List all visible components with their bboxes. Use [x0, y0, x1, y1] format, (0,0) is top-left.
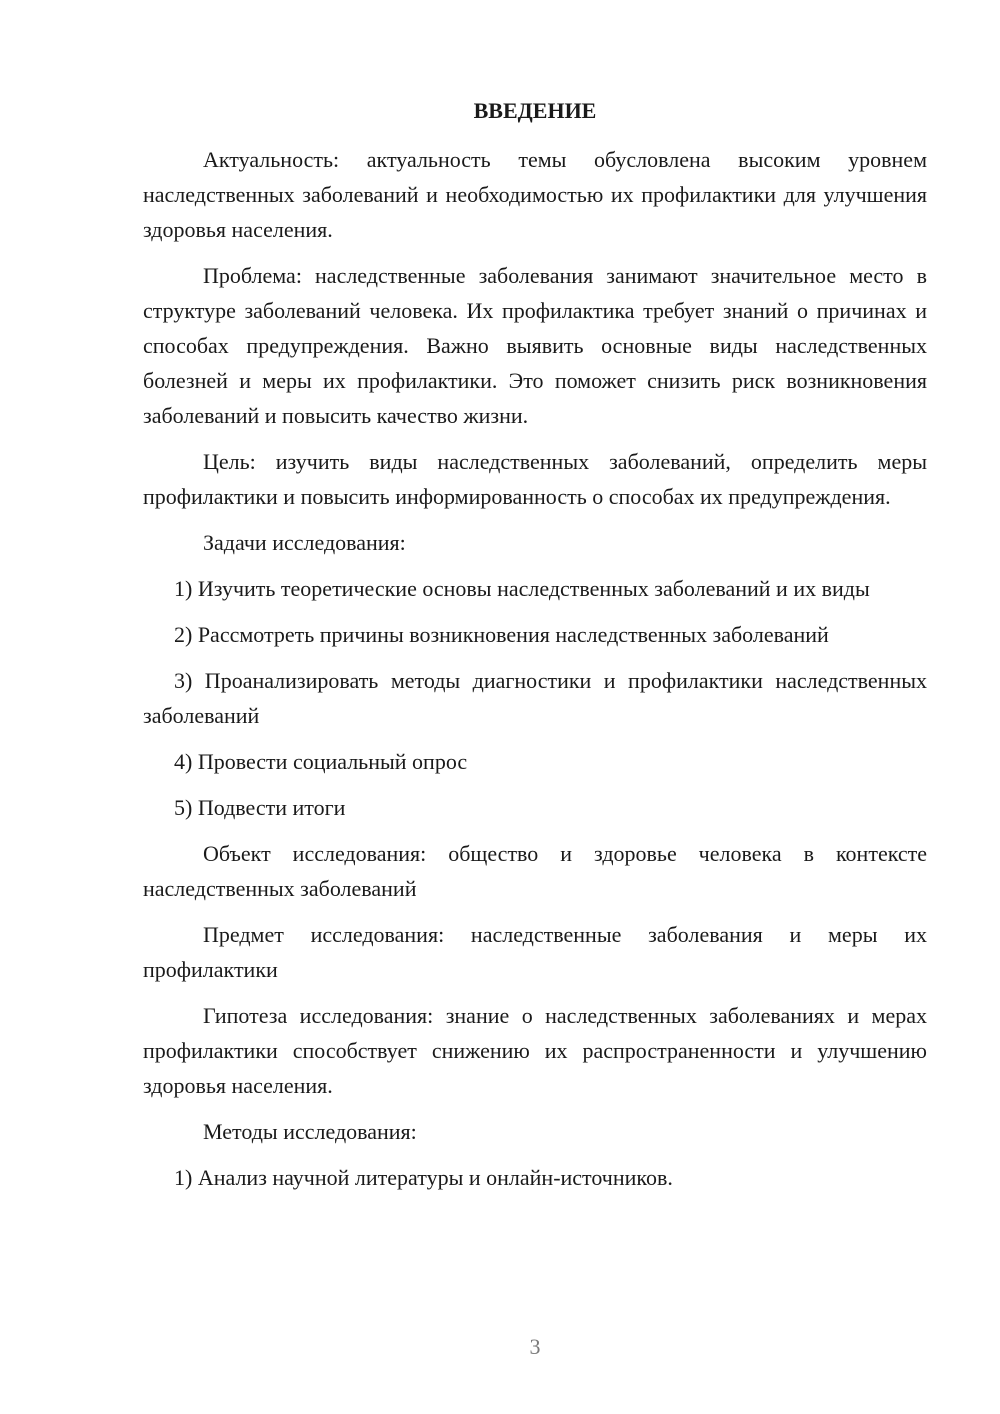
document-body — [143, 96, 927, 1206]
relevance-paragraph: Актуальность: актуальность темы обусловлена высоким уровнем наследственных заболеваний и необходимостью их профилактики для улучшения здоровья населения. — [143, 147, 927, 242]
subject-paragraph: Предмет исследования: наследственные заболевания и меры их профилактики — [143, 922, 927, 982]
hypothesis-paragraph: Гипотеза исследования: знание о наследственных заболеваниях и мерах профилактики способствует снижению их распространенности и улучшению здоровья населения. — [143, 1003, 927, 1098]
section-title: ВВЕДЕНИЕ — [473, 98, 597, 123]
problem-paragraph: Проблема: наследственные заболевания занимают значительное место в структуре заболеваний человека. Их профилактика требует знаний о причинах и способах предупреждения. Важно выявить основные виды наследственных болезней и меры их профилактики. Это поможет снизить риск возникновения заболеваний и повысить качество жизни. — [143, 263, 927, 428]
task-item-3: 3) Проанализировать методы диагностики и профилактики наследственных заболеваний — [143, 668, 927, 728]
task-item-1: 1) Изучить теоретические основы наследственных заболеваний и их виды — [174, 576, 870, 601]
task-item-2: 2) Рассмотреть причины возникновения наследственных заболеваний — [174, 622, 829, 647]
method-item-1: 1) Анализ научной литературы и онлайн-источников. — [174, 1165, 673, 1190]
page-number: 3 — [529, 1334, 541, 1359]
object-paragraph: Объект исследования: общество и здоровье человека в контексте наследственных заболеваний — [143, 841, 927, 901]
task-item-4: 4) Провести социальный опрос — [174, 749, 468, 774]
goal-paragraph: Цель: изучить виды наследственных заболеваний, определить меры профилактики и повысить информированность о способах их предупреждения. — [143, 449, 927, 509]
task-item-5: 5) Подвести итоги — [174, 795, 346, 820]
tasks-heading: Задачи исследования: — [203, 530, 406, 555]
methods-heading: Методы исследования: — [203, 1119, 417, 1144]
